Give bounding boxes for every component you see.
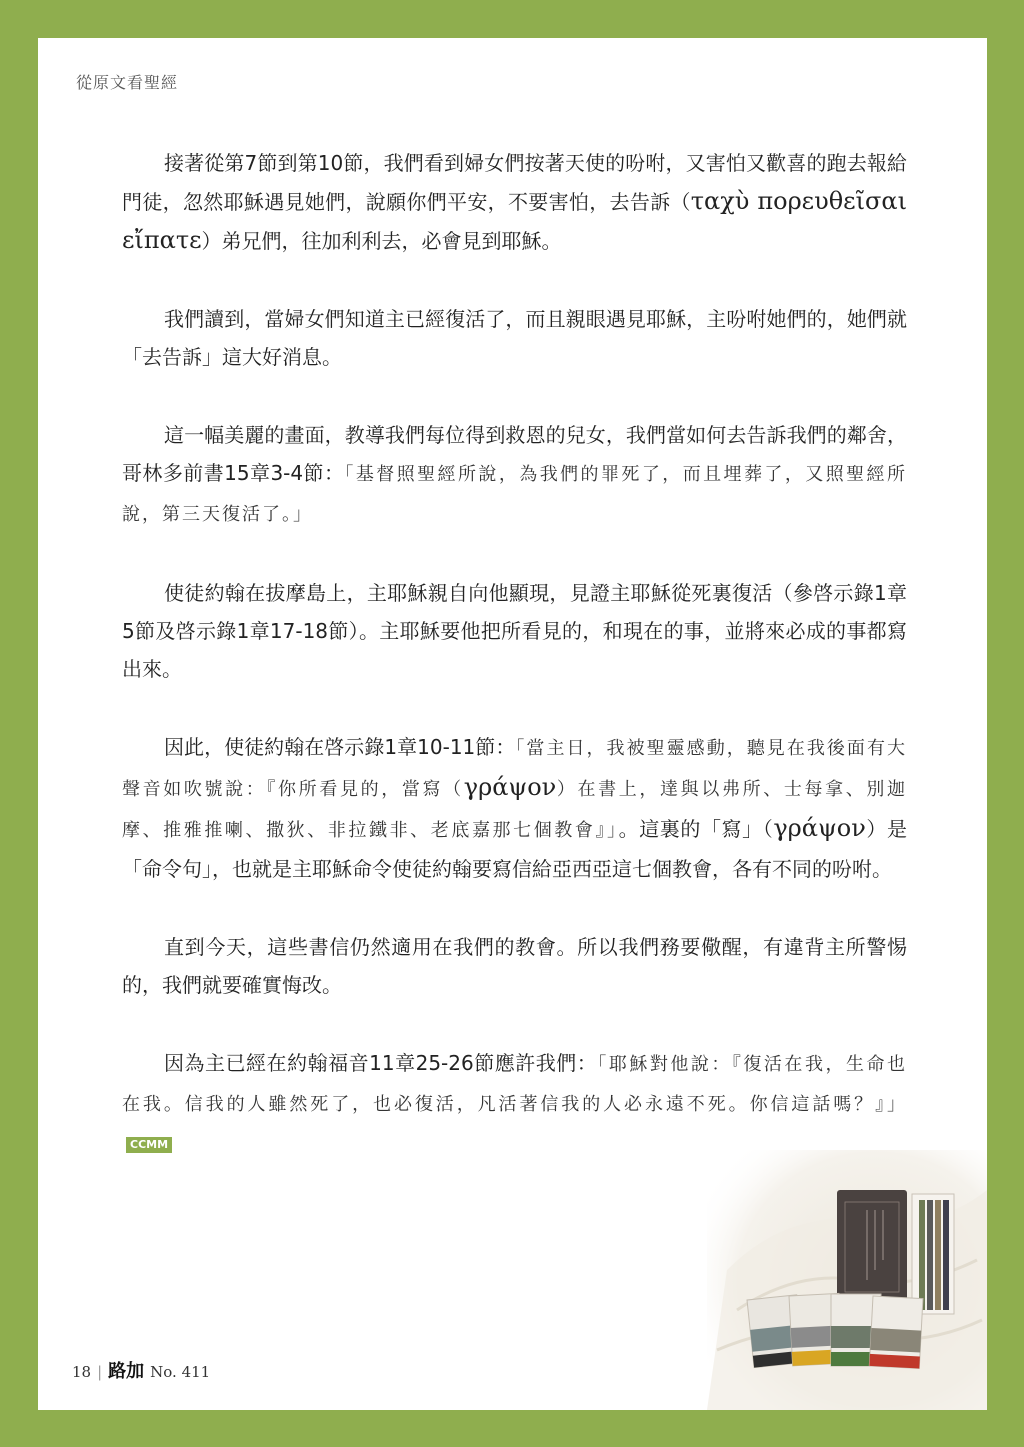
- paragraph-4: [122, 574, 907, 688]
- section-title: 從原文看聖經: [76, 73, 179, 92]
- paragraph-7: [122, 1044, 907, 1162]
- ccmm-badge: CCMM: [126, 1137, 172, 1153]
- magazine-logo: 路加: [108, 1361, 145, 1382]
- issue-number: No. 411: [150, 1363, 211, 1381]
- scripture-quote: 「耶穌對他說：『復活在我，生命也在我。信我的人雖然死了，也必復活，凡活著信我的人必永遠不死。你信這話嗎？』」: [122, 1054, 907, 1115]
- scripture-quote: 「當主日，我被聖靈感動，聽見在我後面有大聲音如吹號說：『你所看見的，當寫（: [122, 738, 908, 800]
- paragraph-text: ）弟兄們，往加利利去，必會見到耶穌。: [201, 229, 562, 253]
- paragraph-text: 我們讀到，當婦女們知道主已經復活了，而且親眼遇見耶穌，主吩咐她們的，她們就「去告訴」這大好消息。: [122, 307, 907, 369]
- book-dark: [837, 1190, 907, 1302]
- page-footer: [72, 1357, 210, 1383]
- scripture-quote: 「基督照聖經所說，為我們的罪死了，而且埋葬了，又照聖經所說，第三天復活了。」: [122, 464, 907, 525]
- paragraph-text: 接著從第7節到第10節，我們看到婦女們按著天使的吩咐，又害怕又歡喜的跑去報給門徒，忽然耶穌遇見她們，說願你們平安，不要害怕，去告訴（: [122, 151, 907, 214]
- paragraph-text: 。這裏的「寫」（: [618, 817, 774, 841]
- books-photo: [707, 1150, 987, 1410]
- footer-separator: |: [97, 1363, 103, 1381]
- paragraph-2: [122, 300, 907, 376]
- paragraph-text: 這一幅美麗的畫面，教導我們每位得到救恩的兒女，我們當如何去告訴我們的鄰舍，哥林多前書15章3-4節：: [122, 423, 907, 485]
- book-fan: [747, 1293, 923, 1368]
- page-number: 18: [72, 1363, 92, 1381]
- greek-word: γράψον: [463, 773, 557, 801]
- book-box-set: [912, 1194, 954, 1314]
- greek-phrase: ταχὺ πορευθεῖσαι εἴπατε: [122, 187, 907, 254]
- paragraph-text: 使徒約翰在拔摩島上，主耶穌親自向他顯現，見證主耶穌從死裏復活（參啓示錄1章5節及啓示錄1章17-18節）。主耶穌要他把所看見的，和現在的事，並將來必成的事都寫出來。: [122, 581, 907, 681]
- paragraph-text: ）是「命令句」，也就是主耶穌命令使徒約翰要寫信給亞西亞這七個教會，各有不同的吩咐。: [122, 817, 908, 881]
- paragraph-6: [122, 928, 907, 1004]
- article-body: [122, 144, 907, 1202]
- paragraph-3: [122, 416, 907, 534]
- paragraph-text: 因此，使徒約翰在啓示錄1章10-11節：: [164, 735, 516, 759]
- paragraph-text: 直到今天，這些書信仍然適用在我們的教會。所以我們務要儆醒，有違背主所警惕的，我們就要確實悔改。: [122, 935, 907, 997]
- scripture-quote: ）在書上，達與以弗所、士每拿、別迦摩、推雅推喇、撒狄、非拉鐵非、老底嘉那七個教會』」: [122, 779, 907, 841]
- page: [38, 38, 987, 1410]
- greek-word: γράψον: [773, 814, 866, 842]
- paragraph-5: [122, 728, 907, 888]
- paragraph-text: 因為主已經在約翰福音11章25-26節應許我們：: [164, 1051, 598, 1075]
- paragraph-1: [122, 144, 907, 260]
